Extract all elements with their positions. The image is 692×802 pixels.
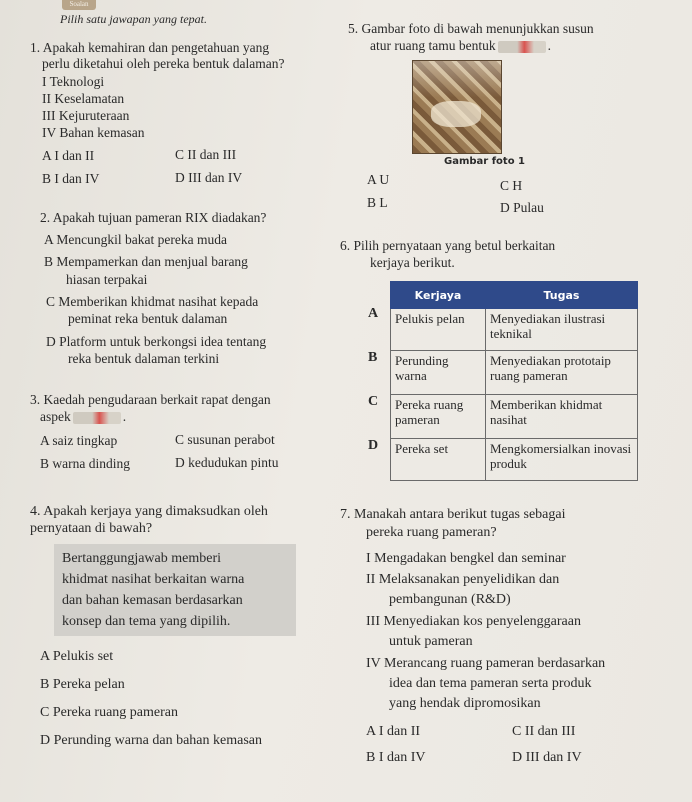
q5-stem-line2 [370,38,551,54]
q1-item-3: III Kejuruteraan [42,108,130,123]
q1-item-2: II Keselamatan [42,91,125,106]
q7-item-2-line2: pembangunan (R&D) [389,592,511,607]
q1-item-4: IV Bahan kemasan [42,125,145,140]
q6-col-kerjaya: Kerjaya [391,282,486,309]
table-cell: Memberikan khidmat nasihat [486,395,638,439]
q5-option-a[interactable]: A U [367,172,390,187]
q1-option-c[interactable]: C II dan III [175,147,237,162]
q4-stem-line2: pernyataan di bawah? [30,521,153,536]
q2-option-c-line1[interactable]: C Memberikan khidmat nasihat kepada [46,294,259,309]
room-photo [412,60,502,154]
q4-option-a[interactable]: A Pelukis set [40,649,114,664]
q4-statement-line1: Bertanggungjawab memberi [62,551,222,566]
q3-option-b[interactable]: B warna dinding [40,456,130,471]
q3-answer-blank[interactable] [73,412,121,424]
q7-option-b[interactable]: B I dan IV [366,750,426,765]
q1-option-a[interactable]: A I dan II [42,148,95,163]
q2-stem: 2. Apakah tujuan pameran RIX diadakan? [40,210,267,225]
q5-stem-text: atur ruang tamu bentuk [370,38,496,53]
q6-row-label-c[interactable]: C [368,394,379,409]
page-tab-label: Soalan [69,0,89,8]
q5-stem-line1: 5. Gambar foto di bawah menunjukkan susun [348,21,594,36]
q7-item-3-line1: III Menyediakan kos penyelenggaraan [366,614,581,629]
q2-option-b-line2: hiasan terpakai [66,272,148,287]
q2-option-a[interactable]: A Mencungkil bakat pereka muda [44,232,227,247]
photo-caption: Gambar foto 1 [444,156,526,167]
q7-option-c[interactable]: C II dan III [512,724,576,739]
table-cell: Pelukis pelan [391,309,486,351]
q2-option-c-line2: peminat reka bentuk dalaman [68,311,228,326]
q3-option-d[interactable]: D kedudukan pintu [175,455,279,470]
table-cell: Mengkomersialkan inovasi produk [486,439,638,481]
table-cell: Pereka set [391,439,486,481]
page-tab [62,0,96,10]
q1-option-d[interactable]: D III dan IV [175,170,243,185]
table-cell: Menyediakan prototaip ruang pameran [486,351,638,395]
q5-answer-blank[interactable] [498,41,546,53]
q6-table [390,281,638,481]
q4-statement-line4: konsep dan tema yang dipilih. [62,614,231,629]
q1-stem-line2: perlu diketahui oleh pereka bentuk dalaman? [42,56,285,71]
q6-table-header [391,282,638,309]
table-cell: Menyediakan ilustrasi teknikal [486,309,638,351]
q3-option-c[interactable]: C susunan perabot [175,432,275,447]
q6-col-tugas: Tugas [486,282,638,309]
table-row [391,439,638,481]
q3-stem-line1: 3. Kaedah pengudaraan berkait rapat dengan [30,392,271,407]
q3-stem-word: aspek [40,409,71,424]
q2-option-b-line1[interactable]: B Mempamerkan dan menjual barang [44,254,248,269]
q7-item-4-line1: IV Merancang ruang pameran berdasarkan [366,656,606,671]
q4-option-b[interactable]: B Pereka pelan [40,677,125,692]
q4-statement-line3: dan bahan kemasan berdasarkan [62,593,243,608]
q1-option-b[interactable]: B I dan IV [42,171,100,186]
q7-item-4-line3: yang hendak dipromosikan [389,696,541,711]
table-row [391,351,638,395]
q5-option-b[interactable]: B L [367,195,388,210]
q7-item-3-line2: untuk pameran [389,634,473,649]
q7-item-2-line1: II Melaksanakan penyelidikan dan [366,572,560,587]
q4-stem-line1: 4. Apakah kerjaya yang dimaksudkan oleh [30,504,268,519]
q7-option-d[interactable]: D III dan IV [512,750,582,765]
q6-row-label-a[interactable]: A [368,306,379,321]
q2-option-d-line1[interactable]: D Platform untuk berkongsi idea tentang [46,334,267,349]
q7-item-4-line2: idea dan tema pameran serta produk [389,676,592,691]
q2-option-d-line2: reka bentuk dalaman terkini [68,351,220,366]
q1-item-1: I Teknologi [42,74,105,89]
table-row [391,309,638,351]
q5-option-c[interactable]: C H [500,178,523,193]
table-row [391,395,638,439]
q7-item-1: I Mengadakan bengkel dan seminar [366,551,566,566]
q1-stem-line1: 1. Apakah kemahiran dan pengetahuan yang [30,40,270,55]
q6-stem-line2: kerjaya berikut. [370,255,455,270]
q5-period: . [547,38,551,53]
q7-option-a[interactable]: A I dan II [366,724,421,739]
q4-option-c[interactable]: C Pereka ruang pameran [40,705,178,720]
q3-option-a[interactable]: A saiz tingkap [40,433,118,448]
q4-statement-line2: khidmat nasihat berkaitan warna [62,572,245,587]
q3-period: . [122,409,127,424]
q6-row-label-d[interactable]: D [368,438,379,453]
q7-stem-line2: pereka ruang pameran? [366,525,497,540]
q4-option-d[interactable]: D Perunding warna dan bahan kemasan [40,733,262,748]
q5-option-d[interactable]: D Pulau [500,200,544,215]
q6-stem-line1: 6. Pilih pernyataan yang betul berkaitan [340,238,556,253]
q3-stem-line2 [40,409,126,425]
table-cell: Perunding warna [391,351,486,395]
q7-stem-line1: 7. Manakah antara berikut tugas sebagai [340,507,566,522]
q6-row-label-b[interactable]: B [368,350,378,365]
instruction: Pilih satu jawapan yang tepat. [60,12,207,26]
table-cell: Pereka ruang pameran [391,395,486,439]
